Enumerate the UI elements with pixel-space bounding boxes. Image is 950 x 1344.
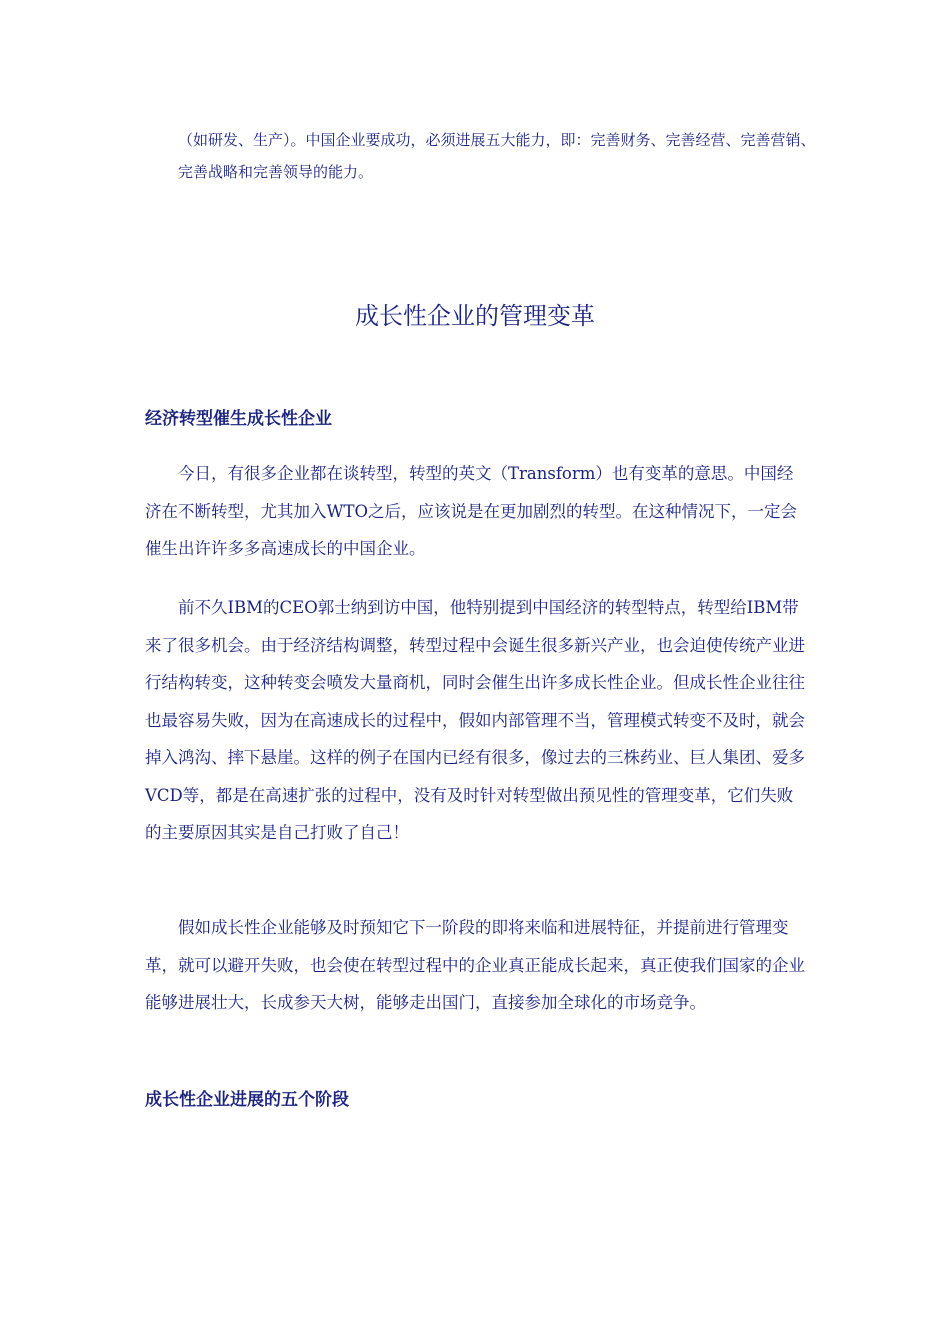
page-title: 成长性企业的管理变革 xyxy=(355,302,595,330)
section-heading-five-stages: 成长性企业进展的五个阶段 xyxy=(145,1090,349,1110)
paragraph-transformation: 今日，有很多企业都在谈转型，转型的英文（Transform）也有变革的意思。中国经济在不断转型，尤其加入WTO之后，应该说是在更加剧烈的转型。在这种情况下，一定会催生出许许多多高速成长的中国企业。 xyxy=(145,464,797,558)
intro-paragraph xyxy=(178,124,828,188)
paragraph-ibm-ceo: 前不久IBM的CEO郭士纳到访中国，他特别提到中国经济的转型特点，转型给IBM带来了很多机会。由于经济结构调整，转型过程中会诞生很多新兴产业，也会迫使传统产业进行结构转变，这种转变会喷发大量商机，同时会催生出许多成长性企业。但成长性企业往往也最容易失败，因为在高速成长的过程中，假如内部管理不当，管理模式转变不及时，就会掉入鸿沟、摔下悬崖。这样的例子在国内已经有很多，像过去的三株药业、巨人集团、爱多VCD等，都是在高速扩张的过程中，没有及时针对转型做出预见性的管理变革，它们失败的主要原因其实是自己打败了自己！ xyxy=(145,598,805,842)
paragraph-management-change: 假如成长性企业能够及时预知它下一阶段的即将来临和进展特征，并提前进行管理变革，就可以避开失败，也会使在转型过程中的企业真正能成长起来，真正使我们国家的企业能够进展壮大，长成参天大树，能够走出国门，直接参加全球化的市场竞争。 xyxy=(145,918,805,1012)
section-heading-economic-transformation: 经济转型催生成长性企业 xyxy=(145,409,332,429)
intro-text: （如研发、生产）。中国企业要成功，必须进展五大能力，即：完善财务、完善经营、完善营销、完善战略和完善领导的能力。 xyxy=(178,131,816,181)
